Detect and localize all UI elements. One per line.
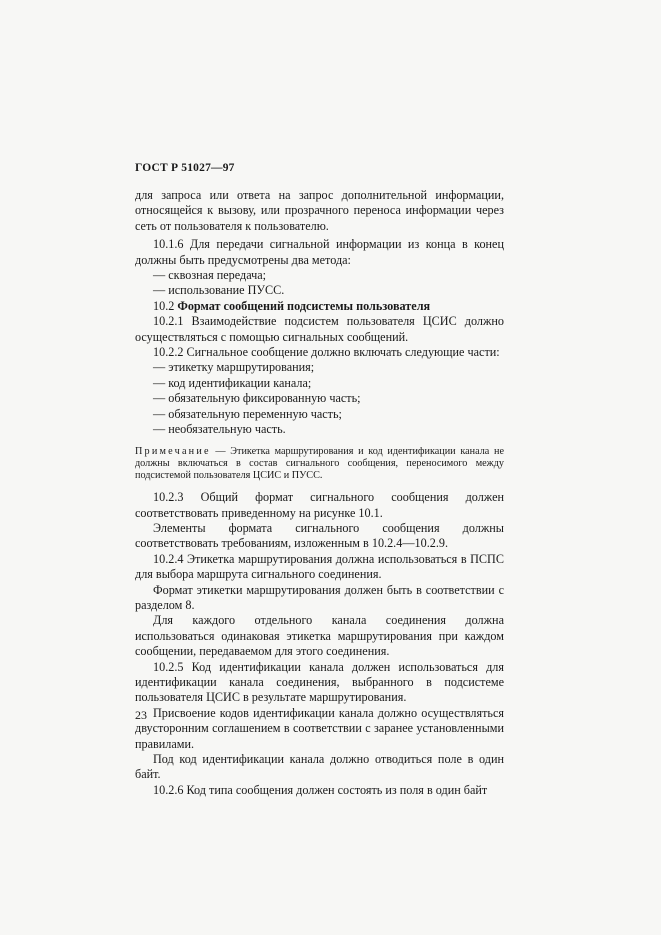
paragraph-10-2-2: 10.2.2 Сигнальное сообщение должно включать следующие части: xyxy=(153,345,500,360)
list-item: — код идентификации канала; xyxy=(153,375,312,390)
paragraph-10-1-6: 10.1.6 Для передачи сигнальной информации из конца в конец должны быть предусмотрены два метода: xyxy=(135,237,504,267)
note xyxy=(135,446,504,483)
list-item: — этикетку маршрутирования; xyxy=(153,360,315,375)
paragraph: Для каждого отдельного канала соединения должна использоваться одинаковая этикетка маршрутирования при каждом сообщении, передаваемом для этого соединения. xyxy=(135,613,504,659)
note-text: — Этикетка маршрутирования и код идентификации канала не должны включаться в состав сигнального сообщения, переносимого между подсистемой пользователя ЦСИС и ПУСС. xyxy=(135,445,504,481)
section-title: Формат сообщений подсистемы пользователя xyxy=(177,298,431,313)
list-item: — использование ПУСС. xyxy=(153,283,285,298)
paragraph-continued: для запроса или ответа на запрос дополнительной информации, относящейся к вызову, или прозрачного переноса информации через сеть от пользователя к пользователю. xyxy=(135,188,504,233)
paragraph-10-2-3: 10.2.3 Общий формат сигнального сообщения должен соответствовать приведенному на рисунке 10.1. xyxy=(135,490,504,520)
list-item: — обязательную переменную часть; xyxy=(153,406,342,421)
paragraph: Под код идентификации канала должно отводиться поле в один байт. xyxy=(135,752,504,782)
body-text xyxy=(135,188,504,798)
paragraph: Присвоение кодов идентификации канала должно осуществляться двусторонним соглашением в соответствии с заранее установленными правилами. xyxy=(135,705,504,751)
paragraph-10-2-4: 10.2.4 Этикетка маршрутирования должна использоваться в ПСПС для выбора маршрута сигнального соединения. xyxy=(135,551,504,582)
paragraph-10-2-1: 10.2.1 Взаимодействие подсистем пользователя ЦСИС должно осуществляться с помощью сигнальных сообщений. xyxy=(135,314,504,344)
paragraph: Формат этикетки маршрутирования должен быть в соответствии с разделом 8. xyxy=(135,582,504,612)
list-item: — обязательную фиксированную часть; xyxy=(153,391,361,406)
page-header-standard-number: ГОСТ Р 51027—97 xyxy=(135,162,235,174)
section-heading-10-2 xyxy=(135,299,504,314)
paragraph-10-2-5: 10.2.5 Код идентификации канала должен использоваться для идентификации канала соединения, выбранного в подсистеме пользователя ЦСИС в результате маршрутирования. xyxy=(135,659,504,705)
list-item: — сквозная передача; xyxy=(153,268,267,283)
note-label: Примечание xyxy=(135,445,211,457)
paragraph: Элементы формата сигнального сообщения должны соответствовать требованиям, изложенным в 10.2.4—10.2.9. xyxy=(135,520,504,551)
paragraph-10-2-6: 10.2.6 Код типа сообщения должен состоять из поля в один байт xyxy=(153,782,488,797)
list-item: — необязательную часть. xyxy=(153,422,286,437)
page-number: 23 xyxy=(135,708,147,722)
section-number: 10.2 xyxy=(153,298,178,313)
